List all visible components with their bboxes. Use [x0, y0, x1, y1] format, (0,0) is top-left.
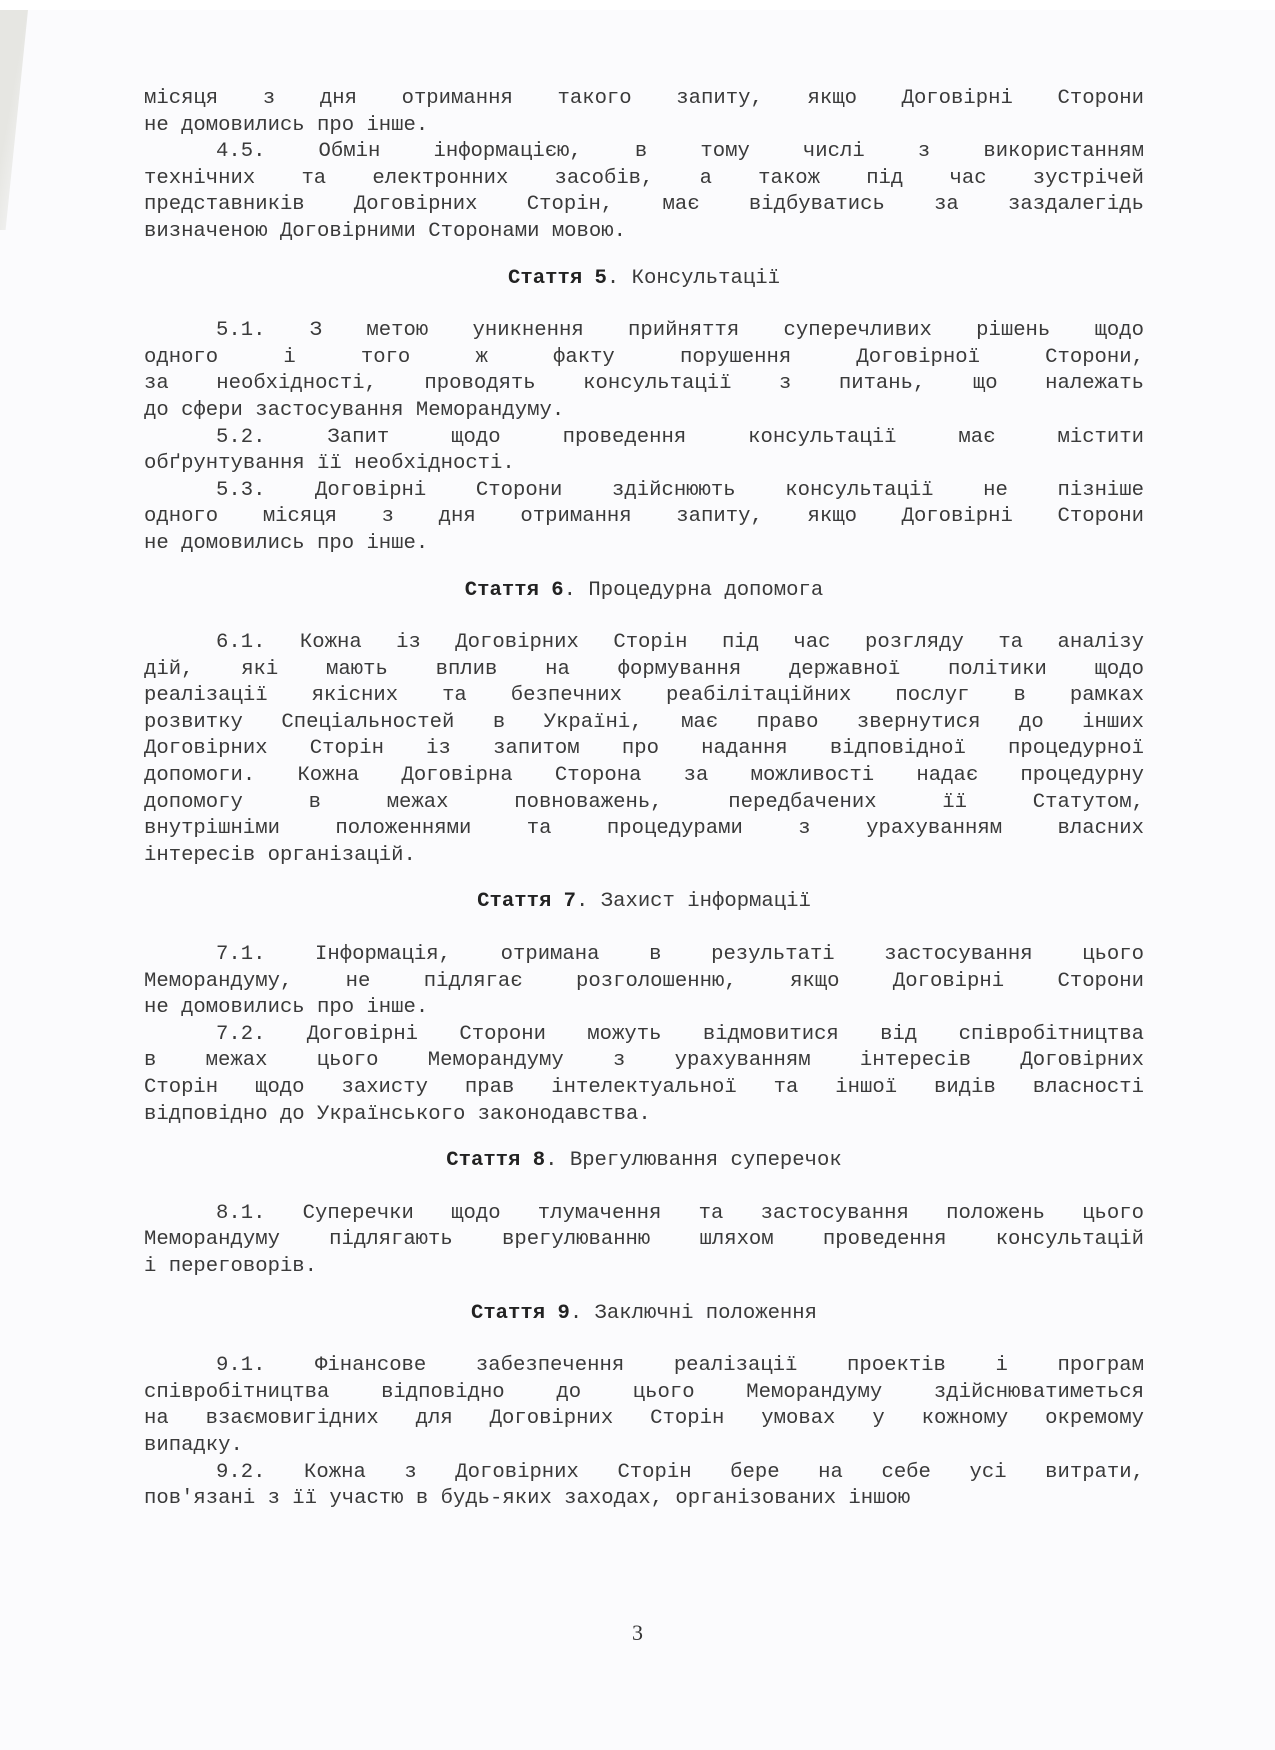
text-line: на взаємовигідних для Договірних Сторін умовах у кожному окремому	[144, 1407, 1144, 1431]
text-line: Меморандуму підлягають врегулюванню шляхом проведення консультацій	[144, 1228, 1144, 1252]
text-line: 9.2. Кожна з Договірних Сторін бере на себе усі витрати,	[216, 1460, 1144, 1484]
text-line: в межах цього Меморандуму з урахуванням інтересів Договірних	[144, 1049, 1144, 1073]
page-number: 3	[632, 1620, 643, 1645]
text-line: не домовились про інше.	[144, 996, 429, 1020]
text-line: 6.1. Кожна із Договірних Сторін під час розгляду та аналізу	[216, 631, 1144, 655]
text-line: реалізації якісних та безпечних реабілітаційних послуг в рамках	[144, 684, 1144, 708]
paragraph	[144, 425, 1144, 478]
text-line: одного і того ж факту порушення Договірної Сторони,	[144, 345, 1144, 369]
text-line: 7.2. Договірні Сторони можуть відмовитися від співробітництва	[216, 1022, 1144, 1046]
text-line: за необхідності, проводять консультації з питань, що належать	[144, 372, 1144, 396]
text-line: 7.1. Інформація, отримана в результаті застосування цього	[216, 943, 1144, 967]
text-line: місяця з дня отримання такого запиту, якщо Договірні Сторони	[144, 87, 1144, 110]
paragraph	[144, 1022, 1144, 1128]
text-line: співробітництва відповідно до цього Меморандуму здійснюватиметься	[144, 1380, 1144, 1404]
text-line: 8.1. Суперечки щодо тлумачення та застосування положень цього	[216, 1201, 1144, 1225]
article-heading	[144, 889, 1144, 916]
text-line: розвитку Спеціальностей в Україні, має право звернутися до інших	[144, 710, 1144, 734]
text-line: дій, які мають вплив на формування державної політики щодо	[144, 657, 1144, 681]
document-body	[144, 86, 1144, 1513]
text-line: не домовились про інше.	[144, 113, 429, 137]
article-number: Стаття 9	[470, 1301, 570, 1325]
paragraph	[144, 86, 1144, 139]
text-line: 4.5. Обмін інформацією, в тому числі з використанням	[216, 140, 1144, 164]
article-title: . Заключні положення	[569, 1301, 818, 1325]
text-line: обґрунтування її необхідності.	[144, 452, 515, 476]
text-line: внутрішніми положеннями та процедурами з урахуванням власних	[144, 817, 1144, 841]
text-line: відповідно до Українського законодавства.	[144, 1102, 651, 1126]
text-line: технічних та електронних засобів, а також під час зустрічей	[144, 166, 1144, 190]
article-heading	[144, 578, 1144, 605]
text-line: випадку.	[144, 1433, 243, 1457]
text-line: Меморандуму, не підлягає розголошенню, якщо Договірні Сторони	[144, 969, 1144, 993]
article-heading	[144, 1301, 1144, 1328]
scan-margin	[0, 0, 1275, 10]
paragraph	[144, 139, 1144, 245]
text-line: одного місяця з дня отримання запиту, якщо Договірні Сторони	[144, 505, 1144, 529]
article-number: Стаття 8	[446, 1149, 546, 1173]
text-line: допомогу в межах повноважень, передбачених її Статутом,	[144, 790, 1144, 814]
text-line: інтересів організацій.	[144, 843, 416, 867]
article-number: Стаття 6	[464, 578, 564, 602]
text-line: представників Договірних Сторін, має відбуватись за заздалегідь	[144, 193, 1144, 217]
paragraph	[144, 1201, 1144, 1281]
text-line: і переговорів.	[144, 1254, 318, 1278]
article-title: . Процедурна допомога	[563, 578, 824, 602]
paragraph	[144, 1353, 1144, 1459]
article-heading	[144, 1148, 1144, 1175]
text-line: 9.1. Фінансове забезпечення реалізації проектів і програм	[216, 1354, 1144, 1378]
text-line: Сторін щодо захисту прав інтелектуальної та іншої видів власності	[144, 1076, 1144, 1099]
text-line: Договірних Сторін із запитом про надання відповідної процедурної	[144, 737, 1144, 761]
paragraph	[144, 942, 1144, 1022]
text-line: 5.2. Запит щодо проведення консультації має містити	[216, 425, 1144, 449]
text-line: до сфери застосування Меморандуму.	[144, 398, 565, 422]
article-title: . Захист інформації	[576, 890, 811, 914]
text-line: 5.3. Договірні Сторони здійснюють консультації не пізніше	[216, 478, 1144, 502]
paragraph	[144, 630, 1144, 869]
paragraph	[144, 1460, 1144, 1513]
text-line: пов'язані з її участю в будь-яких заходах, організованих іншою	[144, 1487, 911, 1511]
article-heading	[144, 266, 1144, 293]
text-line: 5.1. З метою уникнення прийняття суперечливих рішень щодо	[216, 319, 1144, 343]
article-title: . Консультації	[606, 266, 780, 290]
article-title: . Врегулювання суперечок	[545, 1149, 842, 1173]
article-number: Стаття 5	[508, 266, 607, 290]
paragraph	[144, 318, 1144, 424]
article-number: Стаття 7	[477, 890, 577, 914]
text-line: визначеною Договірними Сторонами мовою.	[144, 219, 626, 243]
text-line: допомоги. Кожна Договірна Сторона за можливості надає процедурну	[144, 764, 1144, 788]
paragraph	[144, 478, 1144, 558]
text-line: не домовились про інше.	[144, 531, 429, 555]
